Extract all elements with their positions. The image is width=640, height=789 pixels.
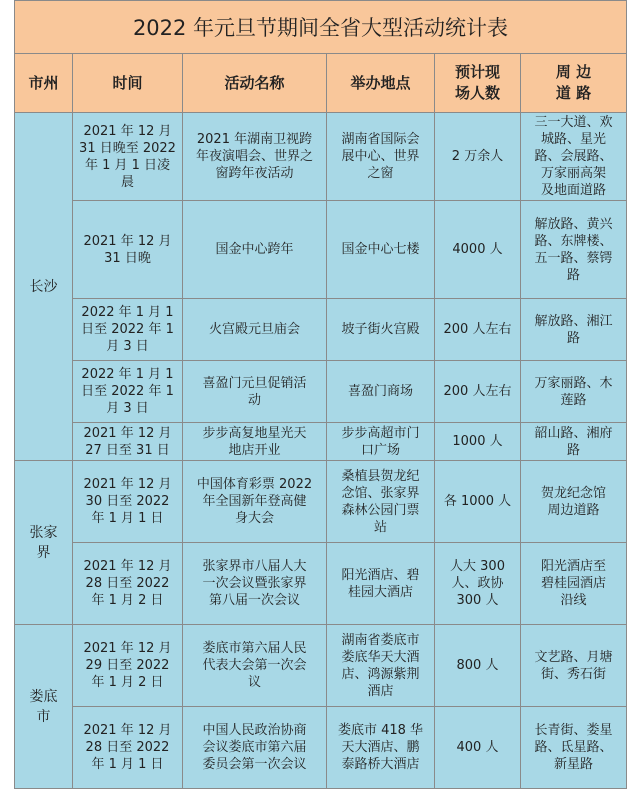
- roads-cell: 三一大道、欢 城路、星光 路、会展路、 万家丽高架 及地面道路: [521, 113, 627, 201]
- activity-stats-table: [14, 0, 627, 789]
- table-row: [15, 543, 627, 625]
- time-cell: 2022 年 1 月 1 日至 2022 年 1 月 3 日: [73, 361, 183, 423]
- activity-name-cell: 喜盈门元旦促销活 动: [183, 361, 327, 423]
- venue-cell: 喜盈门商场: [327, 361, 435, 423]
- header-city: 市州: [15, 54, 73, 113]
- expected-count-cell: 1000 人: [435, 423, 521, 461]
- expected-count-cell: 2 万余人: [435, 113, 521, 201]
- header-activity-name: 活动名称: [183, 54, 327, 113]
- roads-cell: 阳光酒店至 碧桂园酒店 沿线: [521, 543, 627, 625]
- venue-cell: 步步高超市门 口广场: [327, 423, 435, 461]
- roads-cell: 韶山路、湘府 路: [521, 423, 627, 461]
- time-cell: 2021 年 12 月 27 日至 31 日: [73, 423, 183, 461]
- venue-cell: 湖南省娄底市 娄底华天大酒 店、鸿源紫荆 酒店: [327, 625, 435, 707]
- roads-cell: 长青街、娄星 路、氐星路、 新星路: [521, 707, 627, 789]
- expected-count-cell: 200 人左右: [435, 361, 521, 423]
- table-row: [15, 423, 627, 461]
- table-row: [15, 707, 627, 789]
- title-row: [15, 1, 627, 54]
- activity-name-cell: 张家界市八届人大 一次会议暨张家界 第八届一次会议: [183, 543, 327, 625]
- expected-count-cell: 人大 300 人、政协 300 人: [435, 543, 521, 625]
- header-roads: 周 边 道 路: [521, 54, 627, 113]
- header-time: 时间: [73, 54, 183, 113]
- city-cell: 张家 界: [15, 461, 73, 625]
- table-row: [15, 361, 627, 423]
- header-expected-count: 预计现 场人数: [435, 54, 521, 113]
- venue-cell: 国金中心七楼: [327, 201, 435, 299]
- roads-cell: 解放路、湘江 路: [521, 299, 627, 361]
- activity-name-cell: 火宫殿元旦庙会: [183, 299, 327, 361]
- venue-cell: 湖南省国际会 展中心、世界 之窗: [327, 113, 435, 201]
- table-row: [15, 113, 627, 201]
- activity-name-cell: 国金中心跨年: [183, 201, 327, 299]
- time-cell: 2021 年 12 月 29 日至 2022 年 1 月 2 日: [73, 625, 183, 707]
- venue-cell: 阳光酒店、碧 桂园大酒店: [327, 543, 435, 625]
- table-row: [15, 625, 627, 707]
- expected-count-cell: 200 人左右: [435, 299, 521, 361]
- header-row: [15, 54, 627, 113]
- time-cell: 2022 年 1 月 1 日至 2022 年 1 月 3 日: [73, 299, 183, 361]
- expected-count-cell: 400 人: [435, 707, 521, 789]
- time-cell: 2021 年 12 月 31 日晚至 2022 年 1 月 1 日凌 晨: [73, 113, 183, 201]
- expected-count-cell: 800 人: [435, 625, 521, 707]
- stats-table-wrapper: [14, 0, 626, 789]
- table-row: [15, 201, 627, 299]
- city-cell: 长沙: [15, 113, 73, 461]
- venue-cell: 桑植县贺龙纪 念馆、张家界 森林公园门票 站: [327, 461, 435, 543]
- roads-cell: 贺龙纪念馆 周边道路: [521, 461, 627, 543]
- venue-cell: 娄底市 418 华 天大酒店、鹏 泰路桥大酒店: [327, 707, 435, 789]
- header-venue: 举办地点: [327, 54, 435, 113]
- activity-name-cell: 中国人民政治协商 会议娄底市第六届 委员会第一次会议: [183, 707, 327, 789]
- table-row: [15, 299, 627, 361]
- expected-count-cell: 4000 人: [435, 201, 521, 299]
- time-cell: 2021 年 12 月 31 日晚: [73, 201, 183, 299]
- activity-name-cell: 娄底市第六届人民 代表大会第一次会 议: [183, 625, 327, 707]
- table-title: 2022 年元旦节期间全省大型活动统计表: [15, 1, 627, 54]
- activity-name-cell: 2021 年湖南卫视跨 年夜演唱会、世界之 窗跨年夜活动: [183, 113, 327, 201]
- roads-cell: 文艺路、月塘 街、秀石街: [521, 625, 627, 707]
- venue-cell: 坡子街火宫殿: [327, 299, 435, 361]
- expected-count-cell: 各 1000 人: [435, 461, 521, 543]
- time-cell: 2021 年 12 月 30 日至 2022 年 1 月 1 日: [73, 461, 183, 543]
- roads-cell: 解放路、黄兴 路、东牌楼、 五一路、蔡锷 路: [521, 201, 627, 299]
- table-row: [15, 461, 627, 543]
- roads-cell: 万家丽路、木 莲路: [521, 361, 627, 423]
- activity-name-cell: 中国体育彩票 2022 年全国新年登高健 身大会: [183, 461, 327, 543]
- time-cell: 2021 年 12 月 28 日至 2022 年 1 月 2 日: [73, 543, 183, 625]
- activity-name-cell: 步步高复地星光天 地店开业: [183, 423, 327, 461]
- time-cell: 2021 年 12 月 28 日至 2022 年 1 月 1 日: [73, 707, 183, 789]
- city-cell: 娄底 市: [15, 625, 73, 789]
